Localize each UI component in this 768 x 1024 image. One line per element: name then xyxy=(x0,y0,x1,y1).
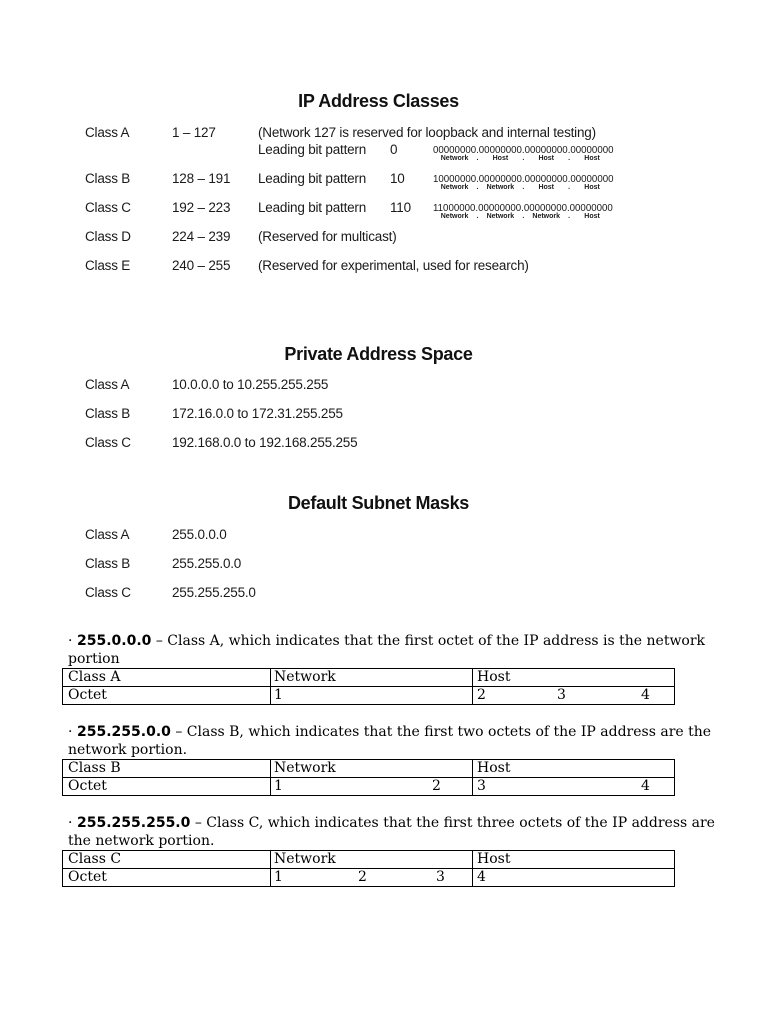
bit-label-separator: . xyxy=(522,184,525,191)
bit-label: Host xyxy=(584,155,600,162)
ip-address-classes-title: IP Address Classes xyxy=(298,91,459,111)
subnet-mask: 255.0.0.0 xyxy=(172,527,227,542)
class-name: Class C xyxy=(85,585,131,600)
octet-table-class-c xyxy=(62,850,675,887)
bullet: · xyxy=(68,724,73,740)
bit-label: Network xyxy=(486,184,515,191)
private-range: 10.0.0.0 to 10.255.255.255 xyxy=(172,377,329,392)
table-cell-class: Class A xyxy=(62,668,271,687)
octet-number: 4 xyxy=(641,687,650,703)
bit-label-separator: . xyxy=(476,155,479,162)
mask-explanation-class-b-continued xyxy=(68,741,187,759)
bit-label: Host xyxy=(584,213,600,220)
octet-number: 1 xyxy=(274,778,283,794)
class-note: (Network 127 is reserved for loopback and internal testing) xyxy=(258,125,596,140)
table-cell-network: Network xyxy=(270,850,473,869)
explanation-text: – Class B, which indicates that the first two octets of the IP address are the xyxy=(170,724,712,740)
table-cell-class: Class B xyxy=(62,759,271,778)
table-header-row xyxy=(62,850,675,869)
subnet-mask: 255.255.255.0 xyxy=(172,585,256,600)
bit-label-separator: . xyxy=(568,155,571,162)
private-range: 172.16.0.0 to 172.31.255.255 xyxy=(172,406,343,421)
bit-label: Network xyxy=(440,155,469,162)
class-name: Class A xyxy=(85,125,130,140)
bit-labels xyxy=(433,213,614,221)
octet-row xyxy=(62,777,675,796)
bit-label-separator: . xyxy=(476,184,479,191)
table-header-row xyxy=(62,759,675,778)
table-cell-network-octets xyxy=(270,777,473,796)
octet-number: 4 xyxy=(477,869,486,885)
class-name: Class A xyxy=(85,527,130,542)
bit-label-separator: . xyxy=(568,184,571,191)
table-cell-network: Network xyxy=(270,759,473,778)
class-name: Class C xyxy=(85,435,131,450)
leading-bit-value: 110 xyxy=(390,200,411,215)
table-cell-host-octets xyxy=(472,686,675,705)
octet-table-class-a xyxy=(62,668,675,705)
leading-bit-label: Leading bit pattern xyxy=(258,200,367,215)
class-name: Class A xyxy=(85,377,130,392)
explanation-text: network portion. xyxy=(68,742,188,758)
address-range: 1 – 127 xyxy=(172,125,216,140)
explanation-text: portion xyxy=(68,651,120,667)
mask-explanation-class-a xyxy=(68,632,705,650)
table-header-row xyxy=(62,668,675,687)
octet-number: 2 xyxy=(358,869,367,885)
bit-label-separator: . xyxy=(522,155,525,162)
octet-number: 1 xyxy=(274,869,283,885)
table-cell-host: Host xyxy=(472,668,675,687)
bit-label-separator: . xyxy=(568,213,571,220)
octet-number: 1 xyxy=(274,687,283,703)
binary-pattern: 11000000.00000000.00000000.00000000 xyxy=(433,203,613,214)
table-cell-class: Class C xyxy=(62,850,271,869)
bullet: · xyxy=(68,633,73,649)
octet-number: 4 xyxy=(641,778,650,794)
address-range: 224 – 239 xyxy=(172,229,231,244)
bit-label: Host xyxy=(538,155,554,162)
bullet: · xyxy=(68,815,73,831)
bit-labels xyxy=(433,184,614,192)
table-cell-host: Host xyxy=(472,850,675,869)
leading-bit-value: 0 xyxy=(390,142,398,157)
mask-value: 255.0.0.0 xyxy=(77,633,152,649)
class-name: Class B xyxy=(85,556,131,571)
table-cell-network-octets xyxy=(270,868,473,887)
bit-label: Network xyxy=(532,213,561,220)
mask-value: 255.255.0.0 xyxy=(77,724,171,740)
address-range: 192 – 223 xyxy=(172,200,231,215)
leading-bit-label: Leading bit pattern xyxy=(258,142,367,157)
octet-row xyxy=(62,868,675,887)
class-note: (Reserved for multicast) xyxy=(258,229,397,244)
leading-bit-value: 10 xyxy=(390,171,405,186)
table-cell-network: Network xyxy=(270,668,473,687)
binary-pattern: 00000000.00000000.00000000.00000000 xyxy=(433,145,614,156)
mask-value: 255.255.255.0 xyxy=(77,815,191,831)
bit-labels xyxy=(433,155,614,163)
address-range: 240 – 255 xyxy=(172,258,231,273)
address-range: 128 – 191 xyxy=(172,171,231,186)
mask-explanation-class-c xyxy=(68,814,715,832)
octet-table-class-b xyxy=(62,759,675,796)
class-name: Class B xyxy=(85,171,131,186)
bit-label: Host xyxy=(584,184,600,191)
explanation-text: the network portion. xyxy=(68,833,215,849)
octet-number: 2 xyxy=(432,778,441,794)
mask-explanation-class-b xyxy=(68,723,711,741)
octet-number: 3 xyxy=(477,778,486,794)
octet-number: 3 xyxy=(557,687,566,703)
table-cell-octet-label: Octet xyxy=(62,777,271,796)
bit-label: Host xyxy=(492,155,509,162)
explanation-text: – Class A, which indicates that the first octet of the IP address is the network xyxy=(151,633,706,649)
table-cell-host-octets xyxy=(472,868,675,887)
bit-label-separator: . xyxy=(522,213,525,220)
bit-label: Network xyxy=(486,213,515,220)
explanation-text: – Class C, which indicates that the first three octets of the IP address are xyxy=(190,815,715,831)
table-cell-host-octets xyxy=(472,777,675,796)
subnet-mask: 255.255.0.0 xyxy=(172,556,242,571)
class-name: Class E xyxy=(85,258,131,273)
octet-number: 2 xyxy=(477,687,486,703)
table-cell-octet-label: Octet xyxy=(62,686,271,705)
private-address-space-title: Private Address Space xyxy=(284,344,473,364)
mask-explanation-class-c-continued xyxy=(68,832,214,850)
private-range: 192.168.0.0 to 192.168.255.255 xyxy=(172,435,358,450)
class-name: Class D xyxy=(85,229,131,244)
table-cell-host: Host xyxy=(472,759,675,778)
mask-explanation-class-a-continued xyxy=(68,650,120,668)
binary-pattern: 10000000.00000000.00000000.00000000 xyxy=(433,174,614,185)
bit-label: Network xyxy=(440,184,469,191)
class-name: Class C xyxy=(85,200,131,215)
leading-bit-label: Leading bit pattern xyxy=(258,171,367,186)
class-note: (Reserved for experimental, used for research) xyxy=(258,258,529,273)
bit-label: Host xyxy=(538,184,554,191)
octet-row xyxy=(62,686,675,705)
table-cell-octet-label: Octet xyxy=(62,868,271,887)
bit-label-separator: . xyxy=(476,213,479,220)
class-name: Class B xyxy=(85,406,131,421)
default-subnet-masks-title: Default Subnet Masks xyxy=(287,493,470,513)
table-cell-network-octets xyxy=(270,686,473,705)
bit-label: Network xyxy=(440,213,469,220)
octet-number: 3 xyxy=(436,869,445,885)
